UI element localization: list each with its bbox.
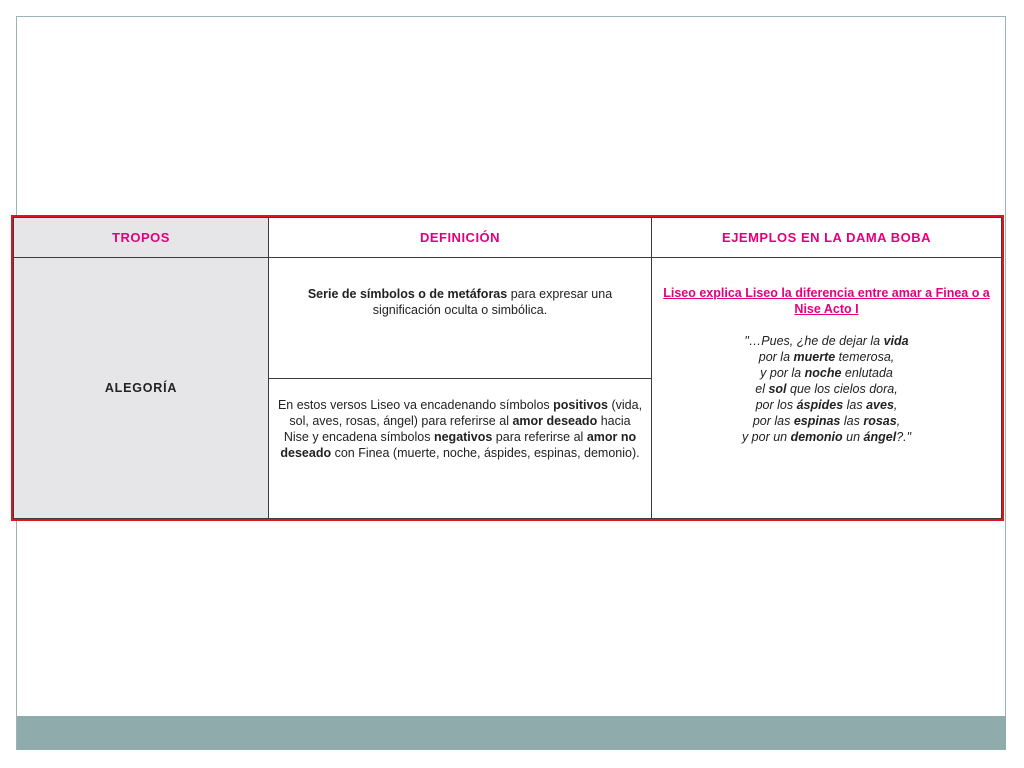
poem-line: "…Pues, ¿he de dejar la vida xyxy=(744,334,909,348)
header-definicion: DEFINICIÓN xyxy=(269,218,652,258)
poem-line: y por la noche enlutada xyxy=(760,366,893,380)
tropos-table xyxy=(11,215,1004,521)
poem-line: por los áspides las aves, xyxy=(755,398,898,412)
definition-1-bold: Serie de símbolos o de metáforas xyxy=(307,287,508,301)
poem-line: por las espinas las rosas, xyxy=(752,414,901,428)
header-ejemplos: EJEMPLOS EN LA DAMA BOBA xyxy=(652,218,1002,258)
header-tropos: TROPOS xyxy=(14,218,269,258)
header-row xyxy=(14,218,1002,258)
footer-bar xyxy=(17,716,1006,750)
definition-1-text: para expresar una significación oculta o simbólica. xyxy=(372,287,613,317)
example-heading: Liseo explica Liseo la diferencia entre amar a Finea o a Nise Acto I xyxy=(663,286,990,316)
example-cell xyxy=(652,258,1002,519)
definition-cell-2: En estos versos Liseo va encadenando símbolos positivos (vida, sol, aves, rosas, ángel) para referirse al amor deseado hacia Nise y encadena símbolos negativos para referirse al amor no deseado con Finea (muerte, noche, áspides, espinas, demonio). xyxy=(269,379,652,519)
tropo-name: ALEGORÍA xyxy=(14,258,269,519)
definition-cell-1 xyxy=(269,258,652,379)
table-row xyxy=(14,258,1002,379)
poem xyxy=(662,333,991,445)
poem-line: el sol que los cielos dora, xyxy=(755,382,898,396)
poem-line: y por un demonio un ángel?." xyxy=(741,430,912,444)
tropos-table-grid xyxy=(13,217,1002,519)
poem-line: por la muerte temerosa, xyxy=(758,350,895,364)
